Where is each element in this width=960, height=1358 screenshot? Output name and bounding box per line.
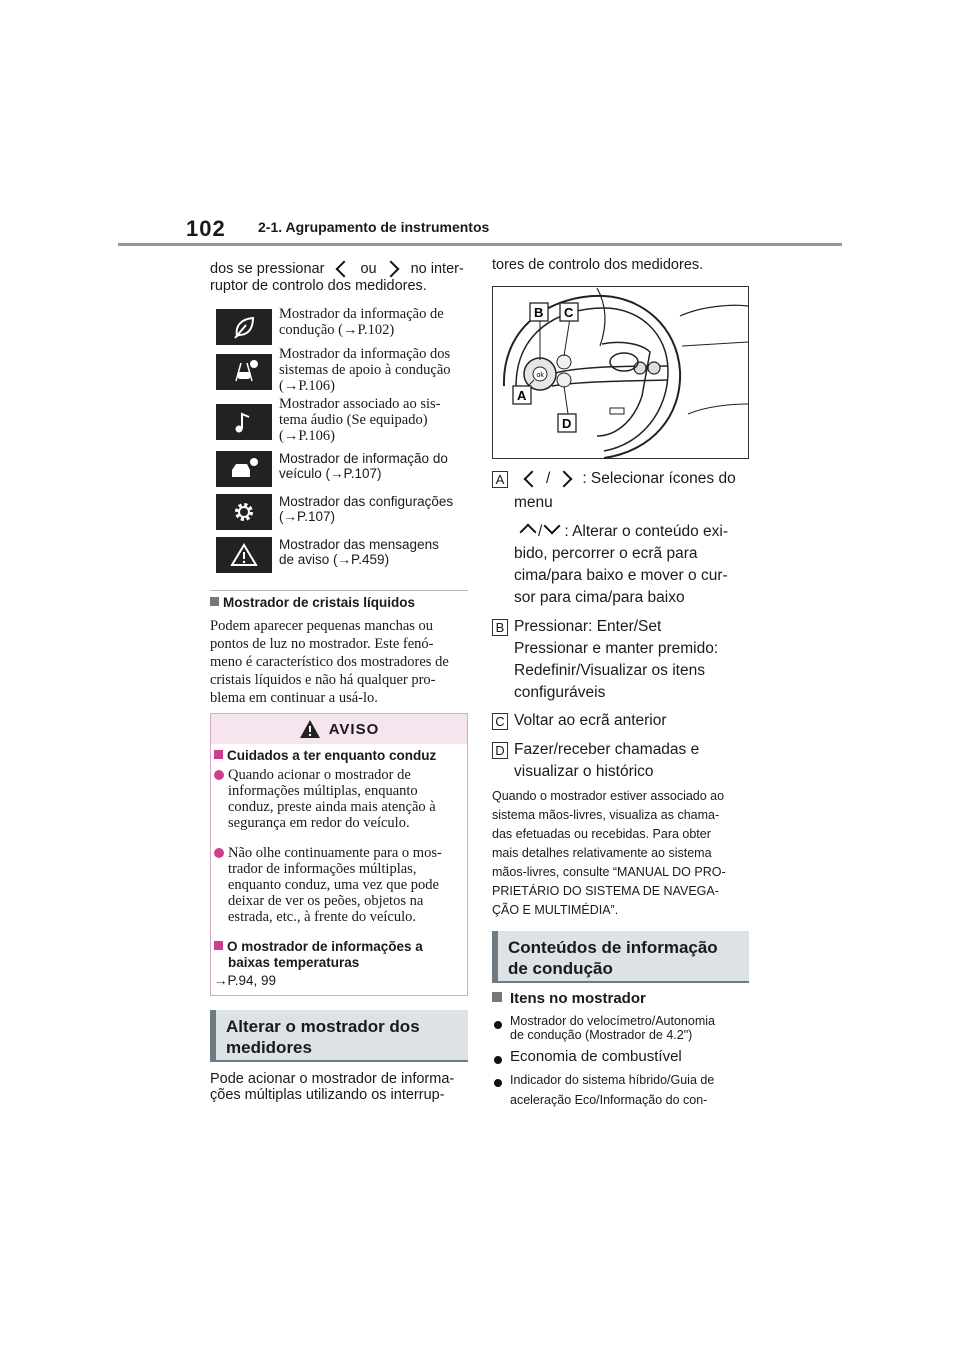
- item-fuel-economy: Economia de combustível: [510, 1048, 682, 1065]
- note-line: ÇÃO E MULTIMÉDIA”.: [492, 903, 619, 917]
- legend-a2: [514, 520, 754, 609]
- diagram-label-a: A: [517, 388, 527, 403]
- note-line: mãos-livres, consulte “MANUAL DO PRO-: [492, 865, 726, 879]
- leaf-icon: [216, 309, 272, 345]
- legend-sep: /: [546, 470, 551, 487]
- note-line: Quando o mostrador estiver associado ao: [492, 789, 725, 803]
- note-line: sistema mãos-livres, visualiza as chama-: [492, 808, 720, 822]
- items-subhead-text: Itens no mostrador: [510, 990, 646, 1007]
- legend-line: configuráveis: [514, 684, 606, 701]
- alterar-paragraph: [210, 1071, 472, 1103]
- legend-a: [514, 468, 754, 514]
- display-item-line: Mostrador da informação de: [279, 306, 444, 322]
- handsfree-note: [492, 787, 754, 920]
- section-title-line: medidores: [226, 1038, 312, 1057]
- aviso-bullet1: [228, 767, 464, 831]
- display-item-line: de aviso (→P.459): [279, 552, 390, 567]
- note-line: das efetuadas ou recebidas. Para obter: [492, 827, 711, 841]
- display-item-line: Mostrador da informação dos: [279, 346, 451, 362]
- section-conteudos-header: [492, 931, 749, 981]
- legend-line: : Alterar o conteúdo exi-: [564, 523, 729, 540]
- lcd-line: Podem aparecer pequenas manchas ou: [210, 618, 434, 634]
- bullet-dot-icon: [214, 768, 228, 786]
- display-item-line: tema áudio (Se equipado): [279, 412, 428, 428]
- lcd-subhead: [210, 595, 415, 610]
- aviso-line: enquanto conduz, uma vez que pode: [228, 877, 439, 893]
- intro-part2: no inter-: [410, 261, 464, 277]
- item-hybrid: [510, 1070, 750, 1110]
- display-item-line: veículo (→P.107): [279, 466, 382, 481]
- display-item-vehicle: [279, 451, 469, 481]
- legend-d: [514, 739, 754, 783]
- intro-line2: ruptor de controlo dos medidores.: [210, 278, 427, 294]
- aviso-label: AVISO: [328, 720, 380, 738]
- label-box-a: A: [492, 471, 508, 488]
- diagram-label-b: B: [534, 305, 544, 320]
- item-line: Indicador do sistema híbrido/Guia de: [510, 1073, 715, 1087]
- diagram-label-c: C: [564, 305, 574, 320]
- legend-sep: /: [538, 523, 543, 540]
- svg-text:ok: ok: [536, 372, 544, 379]
- display-item-line: Mostrador das configurações: [279, 494, 454, 509]
- header-rule: [118, 243, 842, 246]
- lcd-title: Mostrador de cristais líquidos: [223, 595, 416, 610]
- section-rule: [210, 1060, 468, 1062]
- aviso-sub2-line: baixas temperaturas: [228, 955, 360, 970]
- section-title: 2-1. Agrupamento de instrumentos: [258, 219, 490, 235]
- legend-c: Voltar ao ecrã anterior: [514, 712, 667, 729]
- display-item-line: (→P.107): [279, 509, 336, 524]
- section-alterar-header: [210, 1010, 468, 1060]
- section-title-line: de condução: [508, 959, 613, 978]
- intro-text: [210, 261, 470, 295]
- display-item-driving-info: [279, 306, 469, 338]
- aviso-line: segurança em redor do veículo.: [228, 815, 410, 831]
- intro-part1: dos se pressionar: [210, 261, 325, 277]
- display-item-assist: [279, 346, 469, 394]
- legend-line: Fazer/receber chamadas e: [514, 741, 700, 758]
- item-speedometer: [510, 1014, 750, 1042]
- display-item-line: sistemas de apoio à condução: [279, 362, 451, 378]
- section-rule: [492, 981, 749, 983]
- legend-line: sor para cima/para baixo: [514, 589, 685, 606]
- diagram-label-d: D: [562, 416, 572, 431]
- square-bullet-icon: [492, 992, 502, 1002]
- display-item-line: (→P.106): [279, 378, 335, 394]
- bullet-dot-icon: [494, 1076, 510, 1094]
- display-item-line: Mostrador de informação do: [279, 451, 448, 466]
- gear-icon: [216, 494, 272, 530]
- chevron-left-icon: [524, 470, 541, 487]
- warning-triangle-icon: [216, 537, 272, 573]
- legend-b: [514, 616, 754, 704]
- display-item-line: Mostrador das mensagens: [279, 537, 439, 552]
- section-title-line: Conteúdos de informação: [508, 938, 718, 957]
- label-box-b: B: [492, 619, 508, 636]
- aviso-header: [211, 714, 467, 744]
- aviso-sub1-text: Cuidados a ter enquanto conduz: [227, 748, 437, 763]
- page-number: 102: [186, 216, 226, 241]
- aviso-bullet2: [228, 845, 464, 925]
- lcd-line: blema em continuar a usá-lo.: [210, 690, 378, 706]
- driving-assist-icon: [216, 354, 272, 390]
- chevron-down-icon: [544, 518, 561, 535]
- alterar-line: Pode acionar o mostrador de informa-: [210, 1071, 455, 1087]
- lcd-line: cristais líquidos e não há qualquer pro-: [210, 672, 436, 688]
- alterar-line: ções múltiplas utilizando os interrup-: [210, 1087, 445, 1103]
- legend-line: Pressionar e manter premido:: [514, 640, 719, 657]
- chevron-right-icon: [556, 470, 573, 487]
- lcd-line: meno é característico dos mostradores de: [210, 654, 449, 670]
- legend-a-text2: menu: [514, 494, 553, 511]
- right-top-text: tores de controlo dos medidores.: [492, 257, 704, 273]
- section-title-line: Alterar o mostrador dos: [226, 1017, 420, 1036]
- aviso-sub2: [214, 939, 423, 971]
- intro-or: ou: [360, 261, 377, 277]
- legend-a-text: : Selecionar ícones do: [582, 470, 736, 487]
- square-bullet-icon: [210, 597, 219, 606]
- steering-wheel-diagram: [492, 286, 749, 459]
- aviso-line: informações múltiplas, enquanto: [228, 783, 418, 799]
- legend-line: bido, percorrer o ecrã para: [514, 545, 698, 562]
- note-line: PRIETÁRIO DO SISTEMA DE NAVEGA-: [492, 884, 719, 898]
- label-box-d: D: [492, 742, 508, 759]
- bullet-dot-icon: [214, 846, 228, 864]
- lcd-paragraph: [210, 617, 472, 707]
- aviso-ref: →P.94, 99: [214, 973, 277, 988]
- aviso-sub1: [214, 748, 436, 763]
- item-line: de condução (Mostrador de 4.2"): [510, 1028, 693, 1042]
- legend-line: Redefinir/Visualizar os itens: [514, 662, 705, 679]
- vehicle-info-icon: [216, 451, 272, 487]
- aviso-line: estrada, etc., à frente do veículo.: [228, 909, 417, 925]
- legend-line: visualizar o histórico: [514, 763, 654, 780]
- display-item-line: (→P.106): [279, 428, 335, 444]
- aviso-sub2-line: O mostrador de informações a: [227, 939, 423, 954]
- chevron-right-icon: [382, 261, 399, 278]
- divider: [210, 590, 468, 591]
- display-item-warning: [279, 537, 469, 567]
- label-box-c: C: [492, 713, 508, 730]
- aviso-line: trador de informações múltiplas,: [228, 861, 417, 877]
- display-item-settings: [279, 494, 469, 524]
- lcd-line: pontos de luz no mostrador. Este fenó-: [210, 636, 434, 652]
- chevron-left-icon: [336, 261, 353, 278]
- music-note-icon: [216, 404, 272, 440]
- square-bullet-icon: [214, 941, 223, 950]
- bullet-dot-icon: [494, 1018, 510, 1036]
- bullet-dot-icon: [494, 1053, 510, 1071]
- legend-line: Pressionar: Enter/Set: [514, 618, 662, 635]
- aviso-line: deixar de ver os peões, objetos na: [228, 893, 424, 909]
- aviso-line: Quando acionar o mostrador de: [228, 767, 411, 783]
- item-line: Mostrador do velocímetro/Autonomia: [510, 1014, 715, 1028]
- legend-line: cima/para baixo e mover o cur-: [514, 567, 728, 584]
- note-line: mais detalhes relativamente ao sistema: [492, 846, 712, 860]
- aviso-line: conduz, preste ainda mais atenção à: [228, 799, 436, 815]
- display-item-line: condução (→P.102): [279, 322, 395, 338]
- display-item-audio: [279, 396, 469, 444]
- aviso-line: Não olhe continuamente para o mos-: [228, 845, 442, 861]
- chevron-up-icon: [520, 524, 537, 541]
- square-bullet-icon: [214, 750, 223, 759]
- warning-triangle-icon: [299, 719, 321, 739]
- display-item-line: Mostrador associado ao sis-: [279, 396, 441, 412]
- item-line: aceleração Eco/Informação do con-: [510, 1093, 708, 1107]
- items-subhead: [492, 990, 646, 1007]
